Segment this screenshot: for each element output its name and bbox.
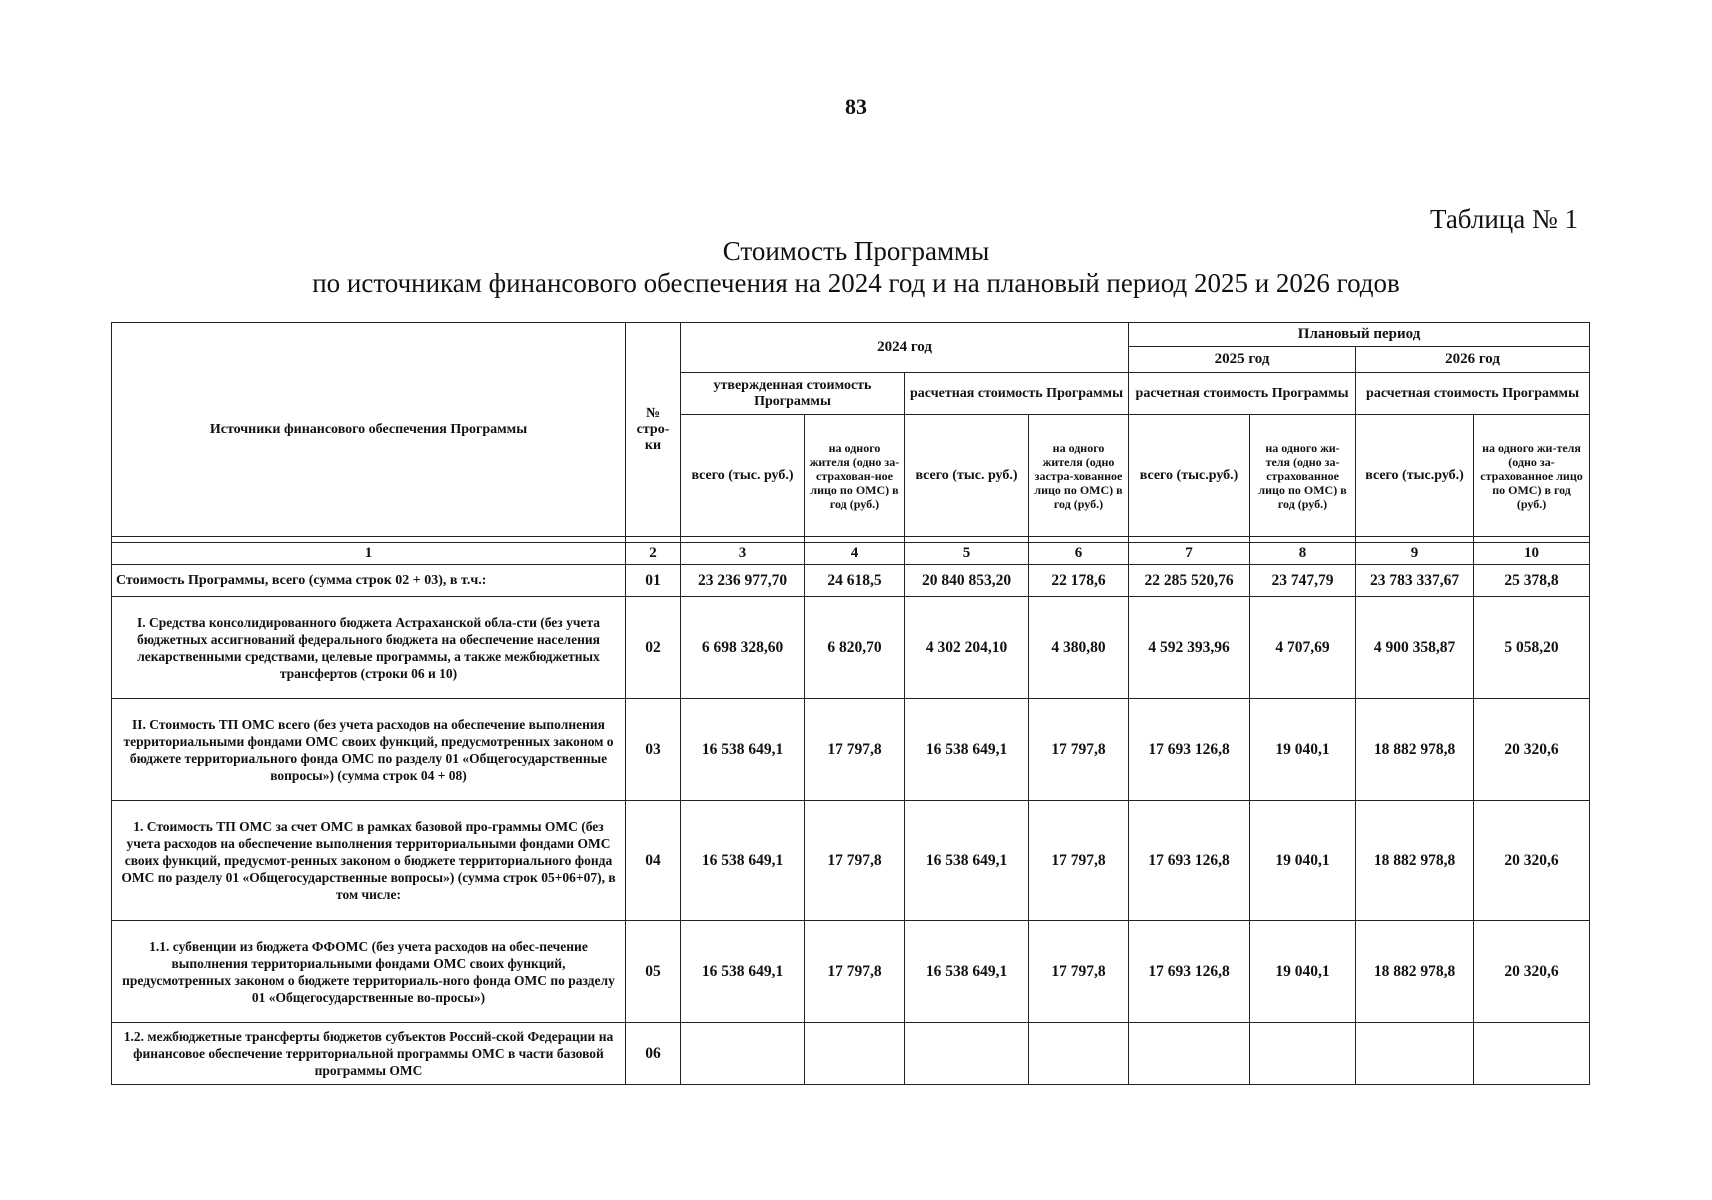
- header-year-2024: 2024 год: [681, 323, 1129, 373]
- header-calc-cost-2025: расчетная стоимость Программы: [1129, 373, 1356, 415]
- cell-value: 20 320,6: [1474, 801, 1590, 921]
- table-row: [112, 1023, 1590, 1085]
- header-per-capita-col6: на одного жителя (одно застра-хованное лицо по ОМС) в год (руб.): [1029, 415, 1129, 537]
- header-total-col9: всего (тыс.руб.): [1356, 415, 1474, 537]
- cell-value: 17 797,8: [805, 801, 905, 921]
- cell-value: 23 783 337,67: [1356, 565, 1474, 597]
- cell-value: 20 840 853,20: [905, 565, 1029, 597]
- cell-value: 4 380,80: [1029, 597, 1129, 699]
- cell-value: 17 693 126,8: [1129, 801, 1250, 921]
- column-number: 8: [1250, 543, 1356, 565]
- header-total-col5: всего (тыс. руб.): [905, 415, 1029, 537]
- row-code: 02: [626, 597, 681, 699]
- header-calc-cost-2024: расчетная стоимость Программы: [905, 373, 1129, 415]
- cell-value: 20 320,6: [1474, 921, 1590, 1023]
- document-subtitle: по источникам финансового обеспечения на 2024 год и на плановый период 2025 и 2026 годов: [312, 268, 1400, 298]
- page-number: 83: [845, 94, 867, 119]
- column-number: 6: [1029, 543, 1129, 565]
- header-row-number: № стро-ки: [626, 323, 681, 537]
- cell-value: [805, 1023, 905, 1085]
- cell-value: 24 618,5: [805, 565, 905, 597]
- cell-value: [1356, 1023, 1474, 1085]
- header-per-capita-col4: на одного жителя (одно за-страхован-ное лицо по ОМС) в год (руб.): [805, 415, 905, 537]
- row-description: Стоимость Программы, всего (сумма строк 02 + 03), в т.ч.:: [112, 565, 626, 597]
- table-row: [112, 921, 1590, 1023]
- column-number: 4: [805, 543, 905, 565]
- column-number: 2: [626, 543, 681, 565]
- row-description: 1.1. субвенции из бюджета ФФОМС (без учета расходов на обес-печение выполнения территориальными фондами ОМС своих функций, предусмотренных законом о бюджете территориаль-ного фонда ОМС по разделу 01 «Общегосударственные во-просы»): [112, 921, 626, 1023]
- header-year-2026: 2026 год: [1356, 347, 1590, 373]
- cell-value: [1129, 1023, 1250, 1085]
- table-row: [112, 565, 1590, 597]
- cell-value: 19 040,1: [1250, 921, 1356, 1023]
- cell-value: [905, 1023, 1029, 1085]
- cell-value: 19 040,1: [1250, 801, 1356, 921]
- cell-value: 17 693 126,8: [1129, 699, 1250, 801]
- cell-value: 4 707,69: [1250, 597, 1356, 699]
- table-row: [112, 801, 1590, 921]
- column-number: 9: [1356, 543, 1474, 565]
- cell-value: 19 040,1: [1250, 699, 1356, 801]
- cell-value: 4 302 204,10: [905, 597, 1029, 699]
- cell-value: 16 538 649,1: [681, 801, 805, 921]
- cell-value: [1250, 1023, 1356, 1085]
- cell-value: 20 320,6: [1474, 699, 1590, 801]
- header-approved-cost: утвержденная стоимость Программы: [681, 373, 905, 415]
- cell-value: 6 698 328,60: [681, 597, 805, 699]
- header-total-col3: всего (тыс. руб.): [681, 415, 805, 537]
- cell-value: 25 378,8: [1474, 565, 1590, 597]
- column-number: 10: [1474, 543, 1590, 565]
- cell-value: 4 900 358,87: [1356, 597, 1474, 699]
- cell-value: 22 178,6: [1029, 565, 1129, 597]
- row-code: 04: [626, 801, 681, 921]
- cell-value: 16 538 649,1: [681, 699, 805, 801]
- cell-value: 17 797,8: [1029, 801, 1129, 921]
- document-title: Стоимость Программы: [722, 236, 990, 266]
- row-description: 1.2. межбюджетные трансферты бюджетов субъектов Россий-ской Федерации на финансовое обеспечение территориальной программы ОМС в части базовой программы ОМС: [112, 1023, 626, 1085]
- header-year-2025: 2025 год: [1129, 347, 1356, 373]
- row-description: I. Средства консолидированного бюджета Астраханской обла-сти (без учета бюджетных ассигнований федерального бюджета на обеспечение населения лекарственными средствами, целевые программы, а также межбюджетных трансфертов (строки 06 и 10): [112, 597, 626, 699]
- cell-value: 17 797,8: [1029, 699, 1129, 801]
- cell-value: 18 882 978,8: [1356, 699, 1474, 801]
- column-number: 5: [905, 543, 1029, 565]
- header-per-capita-col8: на одного жи-теля (одно за-страхованное лицо по ОМС) в год (руб.): [1250, 415, 1356, 537]
- cell-value: 17 797,8: [805, 699, 905, 801]
- cell-value: 18 882 978,8: [1356, 801, 1474, 921]
- header-total-col7: всего (тыс.руб.): [1129, 415, 1250, 537]
- cell-value: 5 058,20: [1474, 597, 1590, 699]
- cell-value: 16 538 649,1: [681, 921, 805, 1023]
- header-per-capita-col10: на одного жи-теля (одно за-страхованное лицо по ОМС) в год (руб.): [1474, 415, 1590, 537]
- row-description: II. Стоимость ТП ОМС всего (без учета расходов на обеспечение выполнения территориальными фондами ОМС своих функций, предусмотренных законом о бюджете территориального фонда ОМС по разделу 01 «Общегосударственные вопросы») (сумма строк 04 + 08): [112, 699, 626, 801]
- table-row: [112, 699, 1590, 801]
- cell-value: 6 820,70: [805, 597, 905, 699]
- cell-value: 23 747,79: [1250, 565, 1356, 597]
- cell-value: 16 538 649,1: [905, 921, 1029, 1023]
- row-code: 01: [626, 565, 681, 597]
- table-row: [112, 597, 1590, 699]
- cell-value: 17 797,8: [1029, 921, 1129, 1023]
- row-description: 1. Стоимость ТП ОМС за счет ОМС в рамках базовой про-граммы ОМС (без учета расходов на обеспечение выполнения территориальными фондами ОМС своих функций, предусмот-ренных законом о бюджете территориального фонда ОМС по разделу 01 «Общегосударственные вопросы») (сумма строк 05+06+07), в том числе:: [112, 801, 626, 921]
- column-number: 7: [1129, 543, 1250, 565]
- cell-value: 23 236 977,70: [681, 565, 805, 597]
- cell-value: [1029, 1023, 1129, 1085]
- cell-value: [1474, 1023, 1590, 1085]
- column-number: 3: [681, 543, 805, 565]
- cell-value: 17 797,8: [805, 921, 905, 1023]
- cell-value: 16 538 649,1: [905, 699, 1029, 801]
- cell-value: 4 592 393,96: [1129, 597, 1250, 699]
- header-planning-period: Плановый период: [1129, 323, 1590, 347]
- program-cost-table: [111, 322, 1590, 1085]
- row-code: 06: [626, 1023, 681, 1085]
- cell-value: [681, 1023, 805, 1085]
- column-number: 1: [112, 543, 626, 565]
- cell-value: 22 285 520,76: [1129, 565, 1250, 597]
- row-code: 05: [626, 921, 681, 1023]
- table-label: Таблица № 1: [1430, 204, 1578, 234]
- header-calc-cost-2026: расчетная стоимость Программы: [1356, 373, 1590, 415]
- header-sources: Источники финансового обеспечения Программы: [112, 323, 626, 537]
- cell-value: 18 882 978,8: [1356, 921, 1474, 1023]
- column-number-row: [112, 543, 1590, 565]
- row-code: 03: [626, 699, 681, 801]
- cell-value: 17 693 126,8: [1129, 921, 1250, 1023]
- cell-value: 16 538 649,1: [905, 801, 1029, 921]
